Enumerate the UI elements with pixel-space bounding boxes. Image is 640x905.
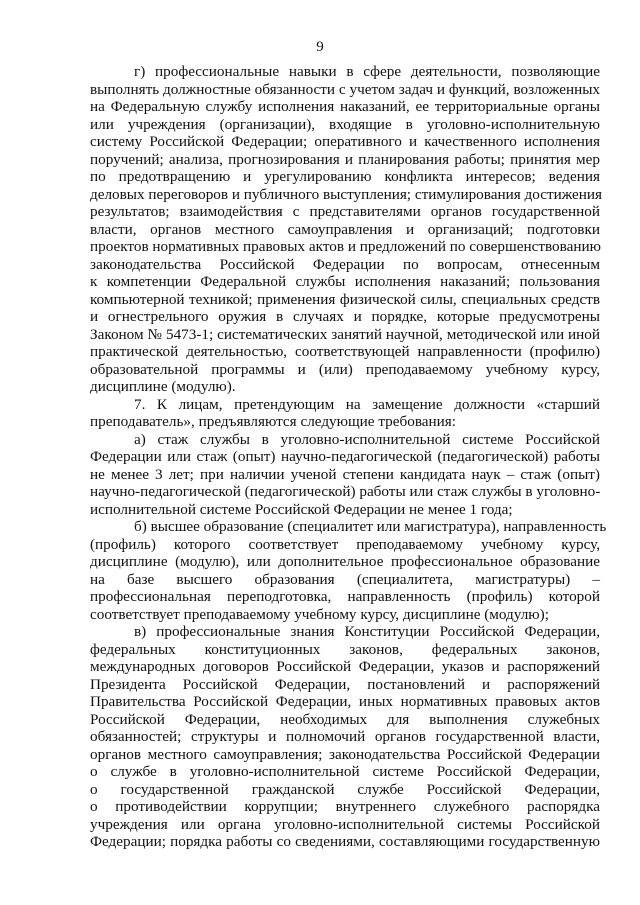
text-line: практической деятельностью, соответствующей направленности (профилю) [90,343,600,360]
text-line: дисциплине (модулю). [90,378,236,395]
text-line: выполнять должностные обязанности с учетом задач и функций, возложенных [90,80,600,98]
text-line: поручений; анализа, прогнозирования и планирования работы; принятия мер [90,150,600,168]
text-line: о службе в уголовно-исполнительной системе Российской Федерации, [90,763,600,780]
paragraph [90,623,600,851]
text-line: научно-педагогической (педагогической) работы или стаж службы в уголовно- [90,483,601,500]
text-line: в) профессиональные знания Конституции Российской Федерации, [134,623,600,640]
paragraph [90,431,600,519]
text-line: о государственной гражданской службе Российской Федерации, [90,780,600,798]
text-line: Правительства Российской Федерации, иных нормативных правовых актов [90,693,600,710]
paragraph [90,518,607,623]
text-line: обязанностей; структуры и полномочий органов государственной власти, [90,728,600,745]
text-line: деловых переговоров и публичного выступления; стимулирования достижения [90,185,602,203]
text-line: проектов нормативных правовых актов и предложений по совершенствованию [90,238,601,255]
text-line: Российской Федерации, необходимых для выполнения служебных [90,710,600,728]
text-line: г) профессиональные навыки в сфере деятельности, позволяющие [134,63,600,80]
text-line: или учреждения (организации), входящие в уголовно-исполнительную [90,115,600,133]
text-line: результатов; взаимодействия с представителями органов государственной [90,203,600,220]
text-line: учреждения или органа уголовно-исполнительной системы Российской [90,815,600,833]
text-line: на Федеральную службу исполнения наказаний, ее территориальные органы [90,98,600,115]
text-line: Президента Российской Федерации, постановлений и распоряжений [90,675,600,693]
paragraph [90,396,600,431]
text-line: Законом № 5473-1; систематических занятий научной, методической или иной [90,325,600,343]
text-line: преподаватель», предъявляются следующие требования: [90,413,456,430]
text-line: международных договоров Российской Федерации, указов и распоряжений [90,658,600,675]
text-line: власти, органов местного самоуправления и организаций; подготовки [90,220,600,238]
text-line: Федерации; порядка работы со сведениями, составляющими государственную [90,833,600,850]
text-line: исполнительной системе Российской Федерации не менее 1 года; [90,500,513,518]
text-line: систему Российской Федерации; оперативного и качественного исполнения [90,133,600,150]
text-line: на базе высшего образования (специалитета, магистратуры) – [90,570,600,588]
text-line: федеральных конституционных законов, федеральных законов, [90,640,600,658]
text-line: 7. К лицам, претендующим на замещение должности «старший [134,395,600,413]
text-line: Федерации или стаж (опыт) научно-педагогической (педагогической) работы [90,448,600,465]
text-line: соответствует преподаваемому учебному курсу, дисциплине (модулю); [90,605,549,623]
text-line: органов местного самоуправления; законодательства Российской Федерации [90,745,600,763]
text-line: а) стаж службы в уголовно-исполнительной системе Российской [134,430,600,448]
page-number: 9 [316,39,324,55]
document-body [90,63,607,851]
paragraph [90,63,600,396]
text-line: профессиональная переподготовка, направленность (профиль) которой [90,588,600,605]
text-line: образовательной программы и (или) преподаваемому учебному курсу, [90,360,600,378]
text-line: к компетенции Федеральной службы исполнения наказаний; пользования [90,273,600,290]
text-line: и огнестрельного оружия в случаях и порядке, которые предусмотрены [90,308,600,325]
text-line: законодательства Российской Федерации по вопросам, отнесенным [90,255,600,273]
text-line: дисциплине (модулю), или дополнительное профессиональное образование [90,553,600,570]
text-line: по предотвращению и урегулированию конфликта интересов; ведения [90,168,600,185]
text-line: не менее 3 лет; при наличии ученой степени кандидата наук – стаж (опыт) [90,465,600,483]
text-line: б) высшее образование (специалитет или магистратура), направленность [134,518,607,535]
text-line: о противодействии коррупции; внутреннего служебного распорядка [90,798,600,815]
text-line: компьютерной техникой; применения физической силы, специальных средств [90,290,600,308]
text-line: (профиль) которого соответствует преподаваемому учебному курсу, [90,535,600,553]
